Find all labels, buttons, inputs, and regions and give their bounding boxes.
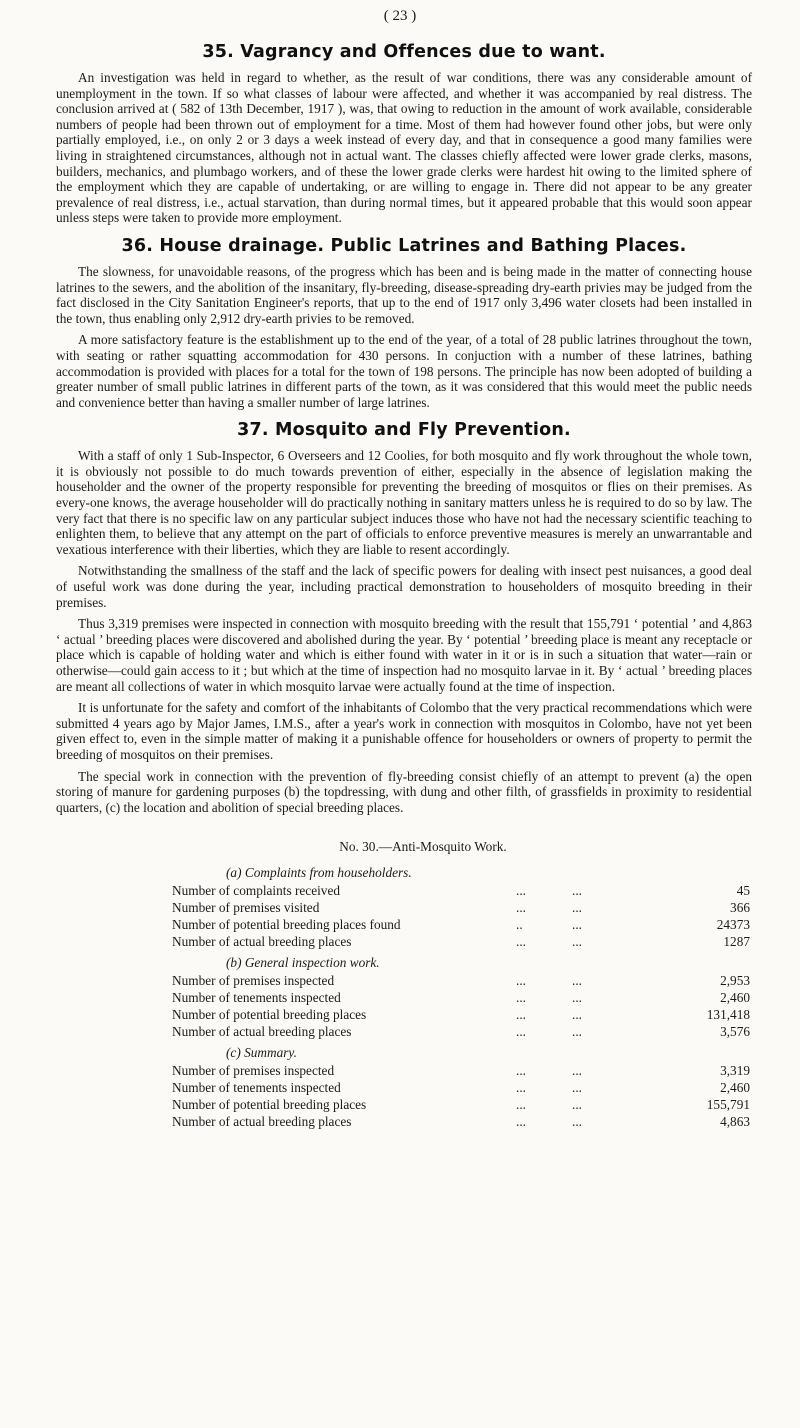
row-value: 2,460 [720,990,750,1006]
row-label: Number of actual breeding places [172,1024,352,1040]
row-label: Number of premises inspected [172,973,335,989]
row-label: Number of tenements inspected [172,1080,341,1096]
row-label: Number of premises visited [172,900,320,916]
row-label: Number of potential breeding places [172,1007,367,1023]
table-row [56,1080,752,1097]
row-value: 3,319 [720,1063,750,1079]
table-row [56,1007,752,1024]
row-label: Number of actual breeding places [172,934,352,950]
leader-dots: ... [572,973,582,989]
table-row [56,883,752,900]
leader-dots: ... [516,900,526,916]
row-value: 366 [730,900,750,916]
section-mosquito-fly-prevention [56,420,752,815]
leader-dots: ... [572,883,582,899]
leader-dots: ... [572,900,582,916]
page-content [56,32,752,1131]
leader-dots: ... [516,1080,526,1096]
leader-dots: ... [572,1097,582,1113]
leader-dots: ... [572,917,582,933]
table-row [56,990,752,1007]
leader-dots: ... [572,990,582,1006]
table-row [56,1097,752,1114]
row-value: 155,791 [706,1097,750,1113]
anti-mosquito-table [56,839,752,1131]
paragraph: An investigation was held in regard to whether, as the result of war conditions, there was any considerable amount of unemployment in the town. If so what classes of labour were affected, and whether it was accompanied by real distress. The conclusion arrived at ( 582 of 13th December, 1917 ), was, that owing to reduction in the amount of work available, considerable numbers of people had been thrown out of employment for a time. Most of them had however found other jobs, but were only partially employed, i.e., on only 2 or 3 days a week instead of every day, and that in consequence a good many families were living in straightened circumstances, although not in actual want. The classes chiefly affected were lower grade clerks, masons, builders, mechanics, and plumbago workers, and of these the lower grade clerks were hardest hit owing to the limited sphere of the employment which they are capable of undertaking, or are willing to engage in. There did not appear to be any greater prevalence of real distress, i.e., actual starvation, than during normal times, but it appeared probable that this would soon appear unless steps were taken to provide more employment. [56,70,752,226]
leader-dots: ... [516,990,526,1006]
paragraph: Notwithstanding the smallness of the staff and the lack of specific powers for dealing with insect pest nuisances, a good deal of useful work was done during the year, including practical demonstration to householders of mosquito breeding in their premises. [56,563,752,610]
row-value: 1287 [723,934,750,950]
paragraph: The special work in connection with the prevention of fly-breeding consist chiefly of an attempt to prevent (a) the open storing of manure for gardening purposes (b) the topdressing, with dung and other filth, of grassfields in proximity to residential quarters, (c) the location and abolition of special breeding places. [56,768,752,815]
section-house-drainage [56,236,752,410]
paragraph: Thus 3,319 premises were inspected in connection with mosquito breeding with the result that 155,791 ‘ potential ’ and 4,863 ‘ actual ’ breeding places were discovered and abolished during the year. By ‘ potential ’ breeding place is meant any receptacle or place which is capable of holding water and which is either found with water in it or is in such a situation that water—rain or otherwise—could gain access to it ; but which at the time of inspection had no mosquito larvae in it. By ‘ actual ’ breeding places are meant all collections of water in which mosquito larvae were actually found at the time of inspection. [56,616,752,694]
leader-dots: ... [572,1063,582,1079]
leader-dots: ... [572,1114,582,1130]
leader-dots: ... [572,1007,582,1023]
leader-dots: ... [516,1063,526,1079]
table-row [56,934,752,951]
leader-dots: ... [516,883,526,899]
table-row [56,1114,752,1131]
row-value: 45 [736,883,750,899]
paragraph: With a staff of only 1 Sub-Inspector, 6 Overseers and 12 Coolies, for both mosquito and fly work throughout the whole town, it is obviously not possible to do much towards prevention of either, especially in the absence of legislation making the householder and the owner of the property responsible for preventing the breeding of mosquitos or flies on their premises. As every-one knows, the average householder will do practically nothing in sanitary matters unless he is required to do so by law. The very fact that there is no specific law on any particular subject induces those who have not had the necessary scientific teaching to enlighten them, to believe that any attempt on the part of officials to enforce preventive measures is merely an unwarrantable and vexatious interference with their liberties, which they are liable to resent accordingly. [56,448,752,557]
row-value: 3,576 [720,1024,750,1040]
leader-dots: ... [516,973,526,989]
row-label: Number of potential breeding places found [172,917,401,933]
row-label: Number of actual breeding places [172,1114,352,1130]
leader-dots: .. [516,917,523,933]
section-vagrancy [56,42,752,226]
leader-dots: ... [516,1024,526,1040]
table-group-heading: (c) Summary. [226,1045,297,1061]
row-label: Number of tenements inspected [172,990,341,1006]
row-label: Number of potential breeding places [172,1097,367,1113]
leader-dots: ... [572,1024,582,1040]
leader-dots: ... [516,1007,526,1023]
row-value: 4,863 [720,1114,750,1130]
table-row [56,917,752,934]
table-row [56,1024,752,1041]
section-heading: 35. Vagrancy and Offences due to want. [202,42,606,62]
leader-dots: ... [572,1080,582,1096]
leader-dots: ... [516,934,526,950]
paragraph: It is unfortunate for the safety and comfort of the inhabitants of Colombo that the very practical recommendations which were submitted 4 years ago by Major James, I.M.S., after a year's work in connection with mosquitos in Colombo, have not yet been given effect to, even in the simple matter of making it a punishable offence for householders or owners of property to permit the breeding of mosquitos on their premises. [56,700,752,762]
row-value: 2,460 [720,1080,750,1096]
leader-dots: ... [516,1114,526,1130]
paragraph: The slowness, for unavoidable reasons, of the progress which has been and is being made in the matter of connecting house latrines to the sewers, and the abolition of the insanitary, fly-breeding, disease-spreading dry-earth privies may be judged from the fact disclosed in the City Sanitation Engineer's reports, that up to the end of 1917 only 3,496 water closets had been installed in the town, thus enabling only 2,912 dry-earth privies to be removed. [56,263,752,326]
leader-dots: ... [516,1097,526,1113]
section-heading: 37. Mosquito and Fly Prevention. [237,420,571,441]
table-row [56,900,752,917]
table-group-heading: (b) General inspection work. [226,955,380,971]
leader-dots: ... [572,934,582,950]
row-value: 2,953 [720,973,750,989]
table-title: No. 30.—Anti-Mosquito Work. [339,839,507,855]
page-number: ( 23 ) [383,8,417,24]
section-heading: 36. House drainage. Public Latrines and Bathing Places. [121,235,687,256]
row-value: 131,418 [706,1007,750,1023]
table-row [56,1063,752,1080]
table-row [56,973,752,990]
table-group-heading: (a) Complaints from householders. [226,865,412,881]
row-value: 24373 [716,917,750,933]
row-label: Number of premises inspected [172,1063,335,1079]
paragraph: A more satisfactory feature is the establishment up to the end of the year, of a total of 28 public latrines throughout the town, with seating or rather squatting accommodation for 430 persons. In conjuction with a number of these latrines, bathing accommodation is provided with places for a total for the town of 198 persons. The principle has now been adopted of building a greater number of small public latrines in different parts of the town, as it was considered that this would meet the public needs and convenience better than having a smaller number of large latrines. [56,332,752,410]
row-label: Number of complaints received [172,883,340,899]
